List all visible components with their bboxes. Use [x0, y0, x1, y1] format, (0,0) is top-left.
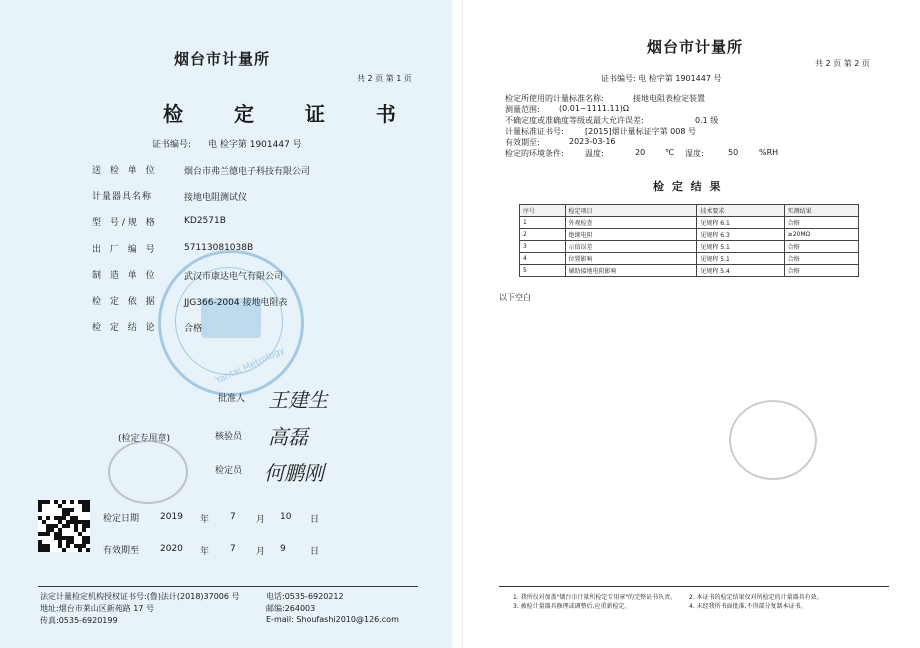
table-row	[520, 265, 859, 277]
cell: 见规程 5.1	[697, 253, 784, 265]
cell: 见规程 6.1	[697, 217, 784, 229]
cell: 见规程 6.3	[697, 229, 784, 241]
expiry-label: 有效期至	[103, 546, 140, 556]
expiry-year: 2020	[160, 544, 183, 554]
cell: 3	[520, 241, 566, 253]
blank-note: 以下空白	[499, 293, 531, 302]
header-result: 实测结果	[784, 205, 858, 217]
field-value-model: KD2571B	[184, 216, 226, 226]
note-1: 1. 我所仅对加盖"烟台市计量所检定专用章"的完整证书负责。	[513, 594, 677, 601]
cert-no-label: 证书编号:	[152, 140, 192, 150]
note-3: 3. 被检计量器具修理或调整后,应重新检定。	[513, 603, 631, 610]
cert-no-value: 电 检字第 1901447 号	[208, 140, 302, 150]
approver-label: 批准人	[218, 394, 246, 404]
results-table	[519, 204, 859, 277]
expiry-month: 7	[230, 544, 236, 554]
date-day-char: 日	[310, 515, 320, 525]
field-label-serial: 出 厂 编 号	[92, 245, 158, 255]
footer-phone: 电话:0535-6920212	[266, 592, 344, 601]
temp-value: 20	[635, 148, 646, 157]
verification-stamp-2	[729, 400, 817, 480]
approver-signature: 王建生	[268, 388, 328, 412]
range-label: 测量范围:	[505, 105, 540, 114]
certificate-page-1	[0, 0, 452, 648]
date-day: 10	[280, 512, 292, 522]
cell: 辅助接地电阻影响	[565, 265, 697, 277]
field-label-model: 型 号/规 格	[92, 218, 158, 228]
table-row	[520, 241, 859, 253]
note-4: 4. 未经我所书面批准,不得部分复制本证书。	[689, 603, 807, 610]
header-seq: 序号	[520, 205, 566, 217]
cell: 5	[520, 265, 566, 277]
footer-auth-no: 法定计量检定机构授权证书号:(鲁)法计(2018)37006 号	[40, 592, 240, 601]
page-info-2: 共 2 页 第 2 页	[815, 59, 870, 68]
env-label: 检定的环境条件:	[505, 149, 564, 158]
institute-name-2: 烟台市计量所	[647, 38, 744, 56]
range-value: (0.01~1111.11)Ω	[559, 104, 629, 113]
field-label-basis: 检 定 依 据	[92, 297, 158, 307]
certificate-title: 检 定 证 书	[163, 102, 418, 126]
field-value-manufacturer: 武汉市康达电气有限公司	[184, 272, 284, 282]
qr-code	[38, 500, 90, 552]
cell: 1	[520, 217, 566, 229]
cell: 合格	[784, 265, 858, 277]
standard-value: 接地电阻表检定装置	[633, 94, 705, 103]
table-row	[520, 229, 859, 241]
humidity-label: 湿度:	[685, 149, 704, 158]
institute-name: 烟台市计量所	[174, 50, 271, 68]
field-label-manufacturer: 制 造 单 位	[92, 271, 158, 281]
date-year: 2019	[160, 512, 183, 522]
temp-unit: ℃	[665, 148, 674, 157]
footer-fax: 传真:0535-6920199	[40, 616, 118, 625]
cell: 见规程 5.4	[697, 265, 784, 277]
valid-label: 有效期至:	[505, 138, 540, 147]
standard-label: 检定所使用的计量标准名称:	[505, 94, 604, 103]
cell: 绝缘电阻	[565, 229, 697, 241]
cell: 合格	[784, 217, 858, 229]
table-header-row	[520, 205, 859, 217]
footer-email: E-mail: Shoufashi2010@126.com	[266, 615, 399, 624]
field-value-conclusion: 合格	[184, 324, 203, 334]
cell: 示值误差	[565, 241, 697, 253]
cell: 外观检查	[565, 217, 697, 229]
date-month: 7	[230, 512, 236, 522]
footer-divider	[38, 586, 418, 587]
cell: 见规程 5.1	[697, 241, 784, 253]
seal-text: Yantai Metrology	[214, 345, 287, 387]
header-requirement: 技术要求	[697, 205, 784, 217]
page-info: 共 2 页 第 1 页	[357, 74, 412, 83]
valid-value: 2023-03-16	[569, 137, 616, 146]
humidity-value: 50	[728, 148, 739, 157]
expiry-day-char: 日	[310, 547, 320, 557]
uncertainty-value: 0.1 级	[695, 116, 719, 125]
field-label-conclusion: 检 定 结 论	[92, 323, 158, 333]
field-value-sender: 烟台市弗兰德电子科技有限公司	[184, 167, 311, 177]
footer-postcode: 邮编:264003	[266, 604, 316, 613]
header-item: 检定项目	[565, 205, 697, 217]
cell: 合格	[784, 253, 858, 265]
table-row	[520, 253, 859, 265]
std-cert-value: [2015]烟计量标证字第 008 号	[585, 127, 696, 136]
seal-label: (检定专用章)	[118, 434, 171, 444]
results-title: 检 定 结 果	[653, 180, 723, 193]
notes-divider	[499, 586, 889, 587]
date-year-char: 年	[200, 515, 210, 525]
cell: 位置影响	[565, 253, 697, 265]
note-2: 2. 本证书的检定结果仅对所检定的计量器具有效。	[689, 594, 823, 601]
inspector-label: 检定员	[215, 466, 243, 476]
uncertainty-label: 不确定度或准确度等级或最大允许误差:	[505, 116, 644, 125]
humidity-unit: %RH	[759, 148, 779, 157]
cell: 4	[520, 253, 566, 265]
cell: 2	[520, 229, 566, 241]
cell: ≥20MΩ	[784, 229, 858, 241]
field-value-basis: JJG366-2004 接地电阻表	[184, 298, 288, 308]
table-row	[520, 217, 859, 229]
verifier-label: 核验员	[215, 432, 243, 442]
verifier-signature: 高磊	[268, 425, 308, 449]
field-label-sender: 送 检 单 位	[92, 166, 158, 176]
inspector-signature: 何鹏刚	[264, 461, 324, 485]
certificate-page-2	[462, 0, 920, 648]
temp-label: 温度:	[585, 149, 604, 158]
std-cert-label: 计量标准证书号:	[505, 127, 564, 136]
field-label-instrument: 计量器具名称	[92, 192, 153, 202]
field-value-serial: 57113081038B	[184, 243, 254, 253]
expiry-month-char: 月	[256, 547, 266, 557]
verification-stamp	[108, 440, 188, 504]
cell: 合格	[784, 241, 858, 253]
field-value-instrument: 接地电阻测试仪	[184, 193, 248, 203]
date-month-char: 月	[256, 515, 266, 525]
expiry-year-char: 年	[200, 547, 210, 557]
footer-address: 地址:烟台市莱山区新苑路 17 号	[40, 604, 154, 613]
cert-no-2: 证书编号: 电 检字第 1901447 号	[601, 74, 722, 83]
date-label: 检定日期	[103, 514, 140, 524]
expiry-day: 9	[280, 544, 286, 554]
